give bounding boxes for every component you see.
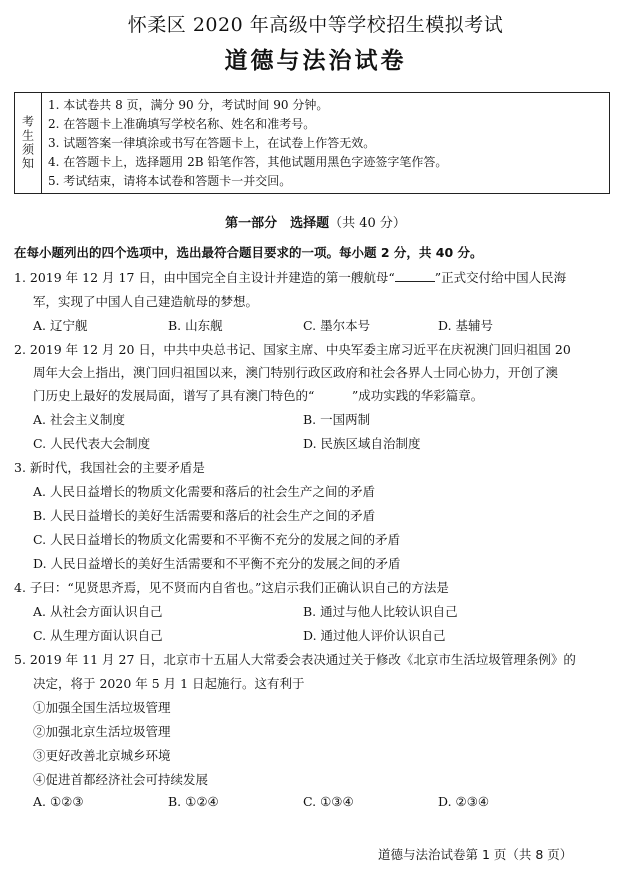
question-1-option-b: B. 山东舰: [168, 318, 223, 333]
question-5-option-c: C. ①③④: [303, 794, 354, 809]
question-5-option-a: A. ①②③: [33, 794, 84, 809]
notice-item: 3. 试题答案一律填涂或书写在答题卡上，在试卷上作答无效。: [48, 136, 376, 150]
question-5-option-b: B. ①②④: [168, 794, 219, 809]
notice-item: 1. 本试卷共 8 页，满分 90 分，考试时间 90 分钟。: [48, 98, 329, 112]
question-3-option-c: C. 人民日益增长的物质文化需要和不平衡不充分的发展之间的矛盾: [33, 532, 401, 547]
question-2-stem: 2. 2019 年 12 月 20 日，中共中央总书记、国家主席、中央军委主席习近平在庆祝澳门回归祖国 20: [14, 342, 571, 357]
section-instruction: 在每小题列出的四个选项中，选出最符合题目要求的一项。每小题 2 分，共 40 分。: [14, 245, 483, 260]
question-5-item: ④促进首都经济社会可持续发展: [33, 772, 209, 787]
question-2-option-d: D. 民族区域自治制度: [303, 436, 421, 451]
question-1-option-d: D. 基辅号: [438, 318, 494, 333]
question-5-item: ③更好改善北京城乡环境: [33, 748, 171, 763]
notice-item: 5. 考试结束，请将本试卷和答题卡一并交回。: [48, 174, 292, 188]
answer-blank: [395, 269, 435, 282]
question-4-option-a: A. 从社会方面认识自己: [33, 604, 163, 619]
page-footer: 道德与法治试卷第 1 页（共 8 页）: [378, 847, 573, 862]
candidate-notice-box: [14, 92, 610, 194]
question-2-option-b: B. 一国两制: [303, 412, 371, 427]
question-1-stem: [14, 268, 614, 286]
question-5-item: ①加强全国生活垃圾管理: [33, 700, 171, 715]
question-5-stem-cont: 决定，将于 2020 年 5 月 1 日起施行。这有利于: [33, 676, 305, 691]
notice-item: 4. 在答题卡上，选择题用 2B 铅笔作答，其他试题用黑色字迹签字笔作答。: [48, 155, 448, 169]
question-5-item: ②加强北京生活垃圾管理: [33, 724, 171, 739]
question-4-option-d: D. 通过他人评价认识自己: [303, 628, 446, 643]
question-2-option-a: A. 社会主义制度: [33, 412, 125, 427]
question-1-option-a: A. 辽宁舰: [33, 318, 88, 333]
section-title: 第一部分 选择题: [225, 216, 330, 231]
question-3-option-b: B. 人民日益增长的美好生活需要和落后的社会生产之间的矛盾: [33, 508, 376, 523]
exam-subject-title: 道德与法治试卷: [224, 48, 407, 74]
exam-title: 怀柔区 2020 年高级中等学校招生模拟考试: [127, 14, 504, 36]
notice-item: 2. 在答题卡上准确填写学校名称、姓名和准考号。: [48, 117, 316, 131]
question-2-stem-cont: 周年大会上指出，澳门回归祖国以来，澳门特别行政区政府和社会各界人士同心协力，开创了澳: [33, 365, 559, 380]
question-1-text-a: 1. 2019 年 12 月 17 日，由中国完全自主设计并建造的第一艘航母“: [14, 270, 395, 285]
question-1-option-c: C. 墨尔本号: [303, 318, 371, 333]
question-5-stem: 5. 2019 年 11 月 27 日，北京市十五届人大常委会表决通过关于修改《北京市生活垃圾管理条例》的: [14, 652, 576, 667]
question-5-option-d: D. ②③④: [438, 794, 490, 809]
question-4-option-b: B. 通过与他人比较认识自己: [303, 604, 458, 619]
question-3-stem: 3. 新时代，我国社会的主要矛盾是: [14, 460, 205, 475]
question-3-option-d: D. 人民日益增长的美好生活需要和不平衡不充分的发展之间的矛盾: [33, 556, 401, 571]
question-3-option-a: A. 人民日益增长的物质文化需要和落后的社会生产之间的矛盾: [33, 484, 375, 499]
question-4-stem: 4. 子曰：“见贤思齐焉，见不贤而内自省也。”这启示我们正确认识自己的方法是: [14, 580, 449, 595]
question-1-stem-cont: 军，实现了中国人自己建造航母的梦想。: [33, 294, 259, 309]
question-4-option-c: C. 从生理方面认识自己: [33, 628, 163, 643]
question-1-text-b: ”正式交付给中国人民海: [434, 270, 567, 285]
question-2-option-c: C. 人民代表大会制度: [33, 436, 151, 451]
notice-label: 考生须知: [15, 93, 42, 193]
section-score: （共 40 分）: [329, 216, 406, 231]
notice-list: [42, 93, 609, 193]
section-heading: [0, 212, 631, 231]
question-2-stem-cont: 门历史上最好的发展局面，谱写了具有澳门特色的“ ”成功实践的华彩篇章。: [33, 388, 484, 403]
